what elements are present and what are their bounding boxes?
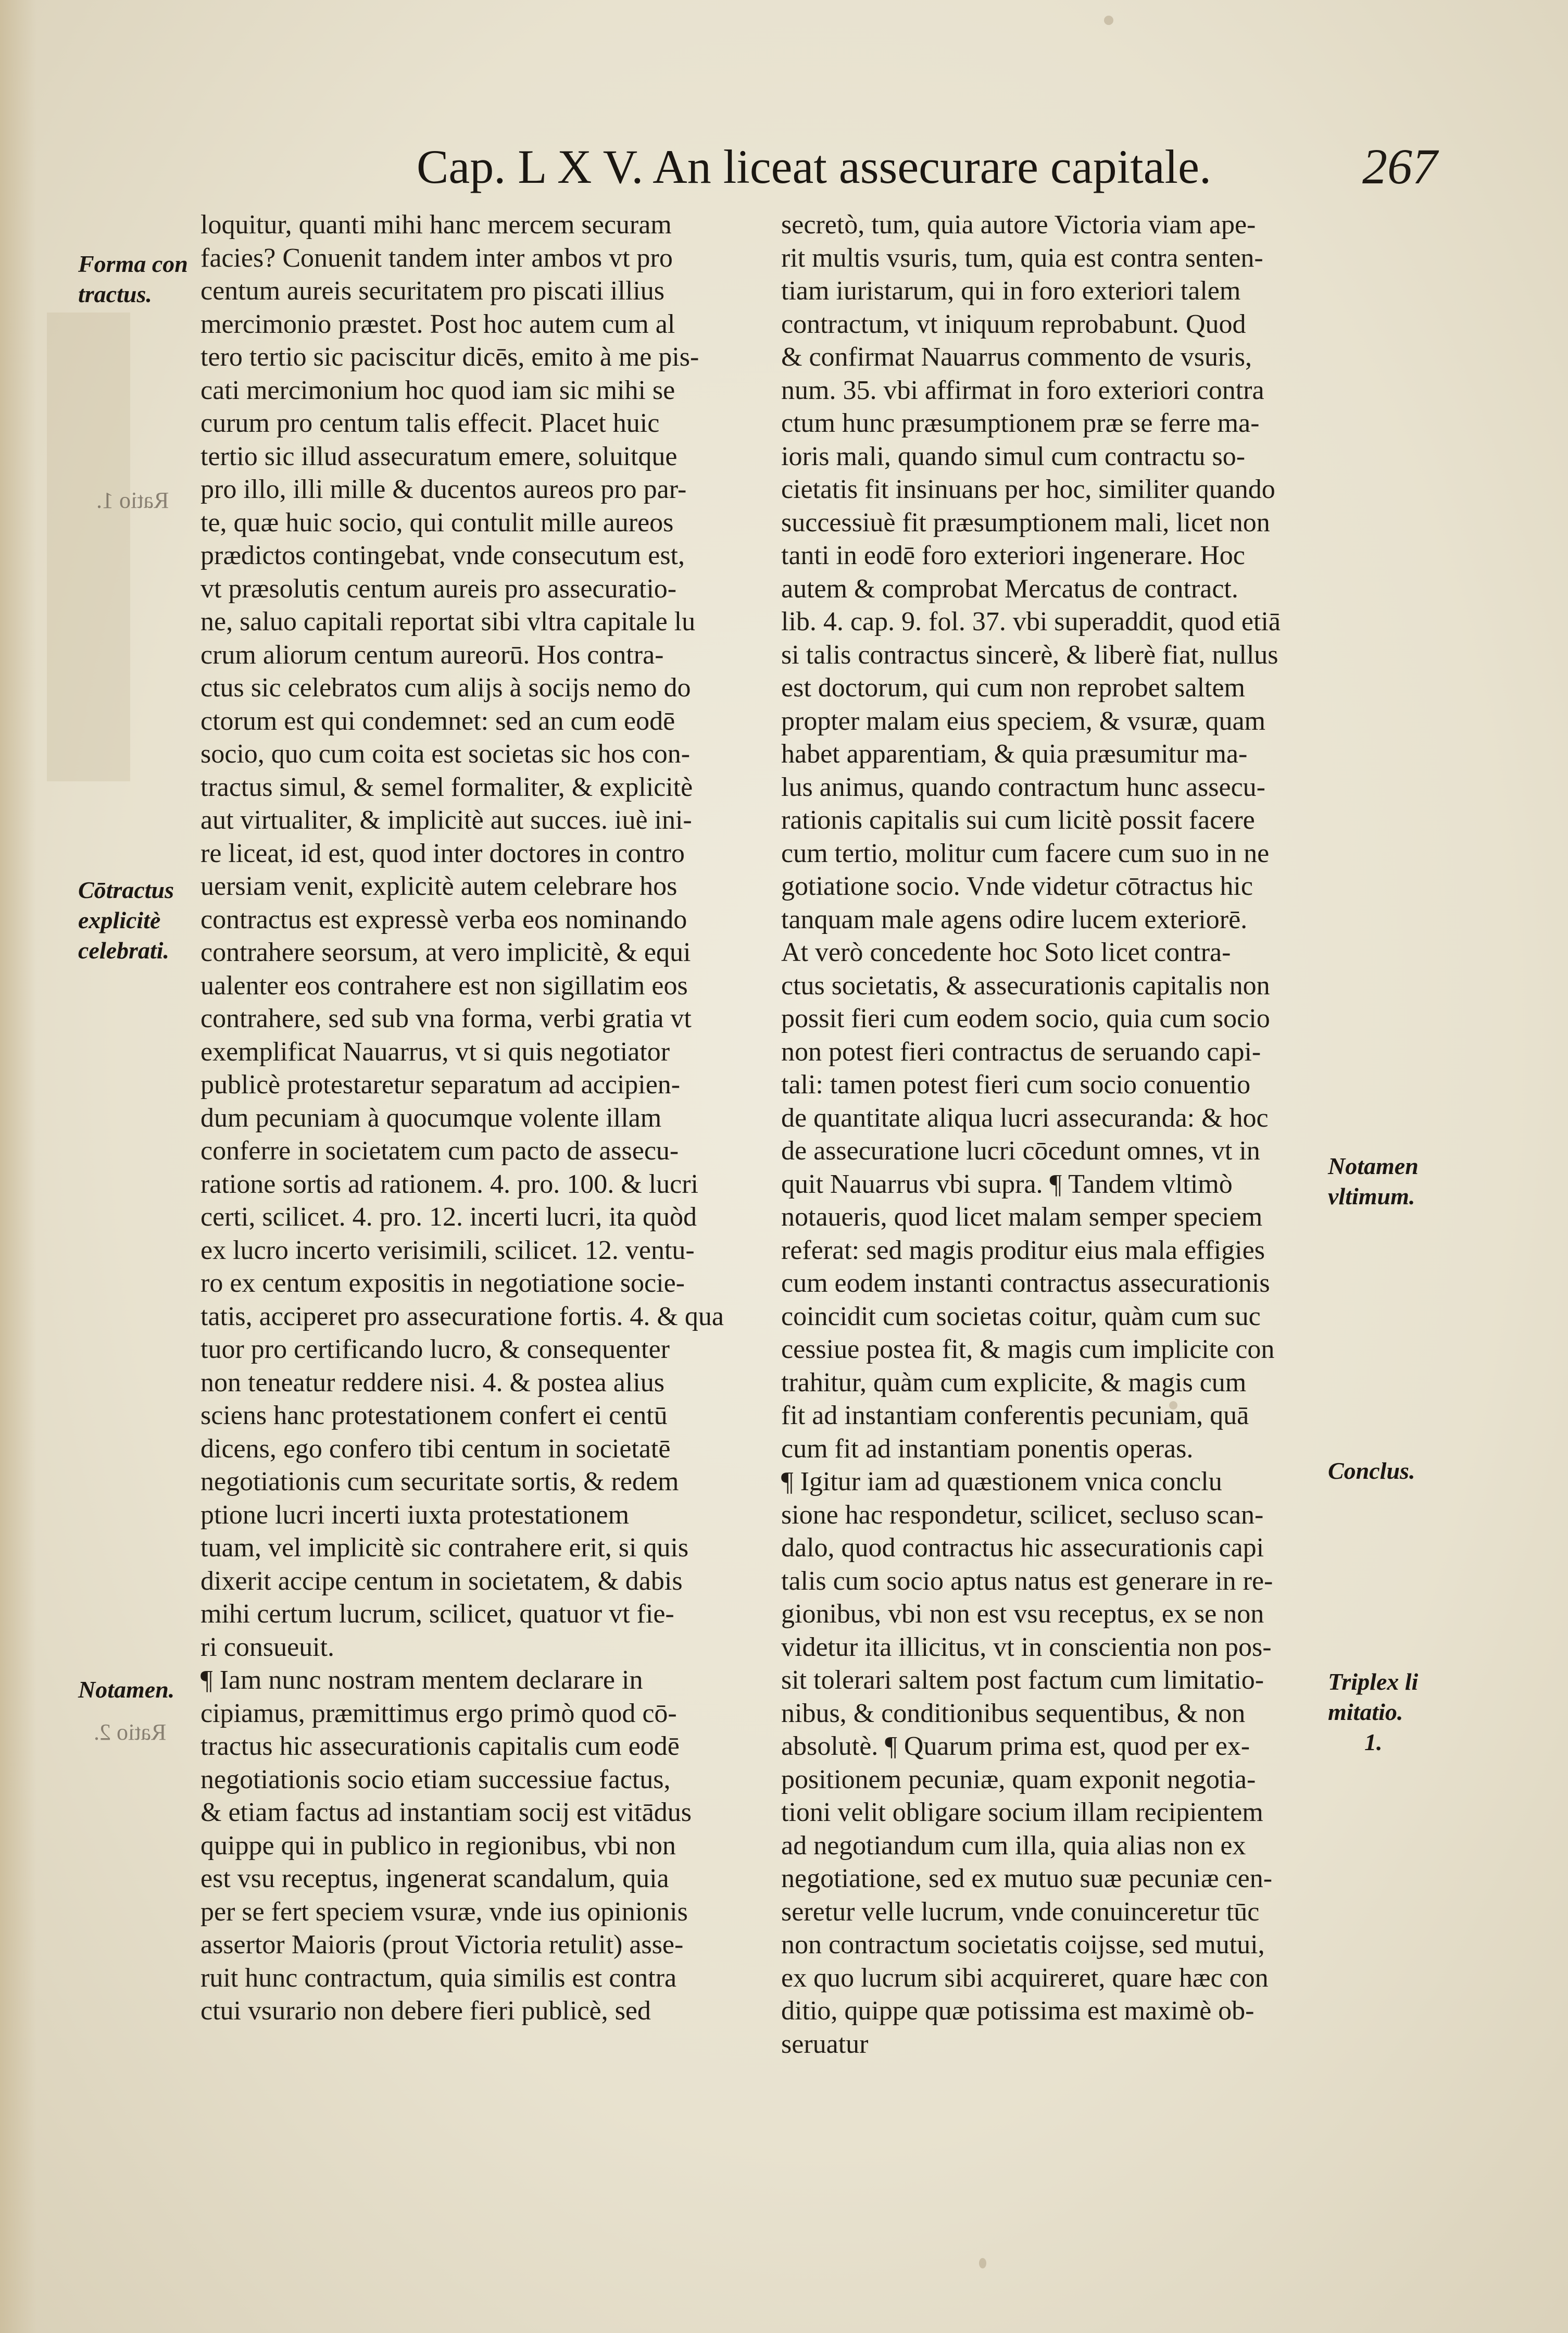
text-line: cum fit ad instantiam ponentis operas. [781, 1433, 1194, 1464]
text-line: seruatur [781, 2029, 869, 2059]
text-line: ¶ Igitur iam ad quæstionem vnica conclu [781, 1467, 1222, 1496]
text-line: trahitur, quàm cum explicite, & magis cum [781, 1367, 1247, 1398]
text-line: ruit hunc contractum, quia similis est contra [200, 1963, 677, 1993]
text-line: re liceat, id est, quod inter doctores in contro [200, 838, 685, 868]
text-line: non potest fieri contractus de seruando capi- [781, 1037, 1261, 1067]
paper-stain [47, 313, 130, 781]
text-line: autem & comprobat Mercatus de contract. [781, 573, 1238, 604]
text-line: ratione sortis ad rationem. 4. pro. 100. & lucri [200, 1169, 699, 1199]
text-line: facies? Conuenit tandem inter ambos vt pro [200, 243, 673, 273]
text-line: cietatis fit insinuans per hoc, similiter quando [781, 475, 1275, 504]
text-line: de assecuratione lucri cōcedunt omnes, vt in [781, 1136, 1260, 1166]
text-line: non teneatur reddere nisi. 4. & postea alius [200, 1367, 664, 1398]
text-line: tractus simul, & semel formaliter, & explicitè [200, 772, 693, 802]
text-line: contractus est expressè verba eos nominando [200, 904, 687, 934]
margin-note-ratio-1: Ratio 1. [96, 488, 169, 513]
text-line: uersiam venit, explicitè autem celebrare hos [200, 871, 678, 901]
text-line: rit multis vsuris, tum, quia est contra senten- [781, 243, 1263, 273]
text-line: curum pro centum talis effecit. Placet huic [200, 408, 660, 438]
page-header [417, 130, 1458, 203]
text-line: vt præsolutis centum aureis pro assecuratio- [200, 573, 677, 604]
text-line: secretò, tum, quia autore Victoria viam ape- [781, 210, 1256, 240]
margin-note-triplex: Triplex li mitatio. 1. [1328, 1668, 1419, 1755]
text-line: ex quo lucrum sibi acquireret, quare hæc con [781, 1963, 1269, 1993]
text-line: tatis, acciperet pro assecuratione fortis. 4. & qua [200, 1301, 724, 1331]
text-line: cum eodem instanti contractus assecurationis [781, 1268, 1270, 1298]
text-line: ne, saluo capitali reportat sibi vltra capitale lu [200, 607, 696, 637]
text-line: ex lucro incerto verisimili, scilicet. 12. ventu- [200, 1235, 695, 1265]
text-line: ro ex centum expositis in negotiatione socie- [200, 1268, 685, 1298]
right-text-column [781, 208, 1318, 2061]
text-line: videtur ita illicitus, vt in conscientia non pos- [781, 1632, 1272, 1662]
text-line: habet apparentiam, & quia præsumitur ma- [781, 739, 1248, 769]
text-line: loquitur, quanti mihi hanc mercem securam [200, 210, 672, 240]
margin-note-ratio-2: Ratio 2. [94, 1719, 167, 1745]
text-line: mihi certum lucrum, scilicet, quatuor vt fie- [200, 1599, 674, 1629]
margin-note-forma: Forma con tractus. [78, 251, 188, 307]
page-edge-shadow [0, 0, 36, 2333]
text-line: crum aliorum centum aureorū. Hos contra- [200, 640, 664, 670]
text-line: tractus hic assecurationis capitalis cum eodē [200, 1731, 680, 1761]
text-line: dicens, ego confero tibi centum in societatē [200, 1433, 671, 1464]
text-line: & confirmat Nauarrus commento de vsuris, [781, 342, 1252, 372]
text-line: conferre in societatem cum pacto de assecu- [200, 1136, 679, 1166]
text-line: pro illo, illi mille & ducentos aureos pro par- [200, 475, 687, 504]
ink-blot [1104, 16, 1113, 25]
text-line: propter malam eius speciem, & vsuræ, quam [781, 706, 1266, 736]
text-line: possit fieri cum eodem socio, quia cum socio [781, 1004, 1270, 1033]
text-line: tero tertio sic paciscitur dicēs, emito à me pis- [200, 342, 699, 372]
text-line: gionibus, vbi non est vsu receptus, ex se non [781, 1599, 1264, 1629]
text-line: est vsu receptus, ingenerat scandalum, quia [200, 1864, 669, 1893]
text-line: dalo, quod contractus hic assecurationis capi [781, 1533, 1264, 1563]
text-line: ctui vsurario non debere fieri publicè, sed [200, 1996, 651, 2026]
left-text-column [200, 208, 742, 2028]
text-line: & etiam factus ad instantiam socij est vitādus [200, 1798, 692, 1827]
text-line: tioni velit obligare socium illam recipientem [781, 1798, 1263, 1827]
text-line: mercimonio præstet. Post hoc autem cum al [200, 309, 675, 339]
text-line: ctus sic celebratos cum alijs à socijs nemo do [200, 673, 691, 703]
text-line: tuam, vel implicitè sic contrahere erit, si quis [200, 1533, 689, 1563]
text-line: de quantitate aliqua lucri assecuranda: & hoc [781, 1103, 1269, 1133]
text-line: ad negotiandum cum illa, quia alias non ex [781, 1830, 1246, 1861]
text-line: tanquam male agens odire lucem exteriorē. [781, 904, 1248, 934]
ink-blot [979, 2258, 986, 2268]
text-line: seretur velle lucrum, vnde conuinceretur tūc [781, 1897, 1260, 1927]
text-line: sit tolerari saltem post factum cum limitatio- [781, 1665, 1264, 1695]
text-line: tertio sic illud assecuratum emere, soluitque [200, 441, 678, 471]
text-line: lus animus, quando contractum hunc assecu- [781, 772, 1265, 802]
text-line: tuor pro certificando lucro, & consequenter [200, 1334, 670, 1364]
text-line: num. 35. vbi affirmat in foro exteriori contra [781, 375, 1264, 405]
page-number: 267 [1362, 139, 1437, 194]
text-line: ctorum est qui condemnet: sed an cum eodē [200, 706, 675, 736]
text-line: assertor Maioris (prout Victoria retulit) asse- [200, 1930, 684, 1960]
margin-note-contractus: Cōtractus explicitè celebrati. [78, 877, 174, 964]
text-line: si talis contractus sincerè, & liberè fiat, nullus [781, 640, 1278, 670]
text-line: negotiatione, sed ex mutuo suæ pecuniæ cen- [781, 1864, 1273, 1893]
text-line: negotiationis socio etiam successiue factus, [200, 1764, 671, 1794]
text-line: dixerit accipe centum in societatem, & dabis [200, 1566, 683, 1596]
text-line: ri consueuit. [200, 1632, 335, 1662]
text-line: sciens hanc protestationem confert ei centū [200, 1401, 668, 1430]
text-line: successiuè fit præsumptionem mali, licet non [781, 507, 1270, 538]
text-line: publicè protestaretur separatum ad accipien- [200, 1070, 681, 1100]
text-line: gotiatione socio. Vnde videtur cōtractus hic [781, 871, 1253, 901]
text-line: tiam iuristarum, qui in foro exteriori talem [781, 276, 1241, 306]
text-line: centum aureis securitatem pro piscati illius [200, 276, 664, 306]
text-line: non contractum societatis coijsse, sed mutui, [781, 1930, 1265, 1960]
text-line: ualenter eos contrahere est non sigillatim eos [200, 970, 688, 1001]
text-line: quippe qui in publico in regionibus, vbi non [200, 1830, 676, 1861]
text-line: absolutè. ¶ Quarum prima est, quod per ex- [781, 1731, 1250, 1761]
text-line: dum pecuniam à quocumque volente illam [200, 1103, 662, 1133]
text-line: est doctorum, qui cum non reprobet saltem [781, 673, 1246, 703]
text-line: coincidit cum societas coitur, quàm cum suc [781, 1301, 1261, 1331]
text-line: nibus, & conditionibus sequentibus, & non [781, 1698, 1246, 1728]
text-line: cum tertio, molitur cum facere cum suo in ne [781, 838, 1270, 868]
text-line: certi, scilicet. 4. pro. 12. incerti lucri, ita quòd [200, 1202, 697, 1232]
chapter-title: Cap. L X V. An liceat assecurare capitale. [417, 140, 1211, 193]
margin-note-conclus: Conclus. [1328, 1457, 1415, 1484]
text-line: ctum hunc præsumptionem præ se ferre ma- [781, 408, 1260, 438]
text-line: tali: tamen potest fieri cum socio conuentio [781, 1070, 1251, 1100]
text-line: quit Nauarrus vbi supra. ¶ Tandem vltimò [781, 1169, 1233, 1199]
text-line: exemplificat Nauarrus, vt si quis negotiator [200, 1037, 670, 1067]
text-line: tanti in eodē foro exteriori ingenerare. Hoc [781, 541, 1245, 570]
text-line: per se fert speciem vsuræ, vnde ius opinionis [200, 1897, 688, 1927]
text-line: lib. 4. cap. 9. fol. 37. vbi superaddit, quod etiā [781, 607, 1281, 637]
text-line: contrahere, sed sub vna forma, verbi gratia vt [200, 1004, 692, 1033]
text-line: negotiationis cum securitate sortis, & redem [200, 1467, 679, 1496]
text-line: sione hac respondetur, scilicet, secluso scan- [781, 1500, 1264, 1530]
text-line: ditio, quippe quæ potissima est maximè ob- [781, 1996, 1255, 2026]
text-line: contractum, vt iniquum reprobabunt. Quod [781, 309, 1246, 339]
text-line: aut virtualiter, & implicitè aut succes. iuè ini- [200, 805, 692, 835]
text-line: te, quæ huic socio, qui contulit mille aureos [200, 507, 674, 538]
text-line: ¶ Iam nunc nostram mentem declarare in [200, 1665, 643, 1695]
text-line: contrahere seorsum, at vero implicitè, & equi [200, 938, 691, 967]
text-line: ctus societatis, & assecurationis capitalis non [781, 970, 1270, 1001]
text-line: fit ad instantiam conferentis pecuniam, quā [781, 1401, 1249, 1430]
text-line: notaueris, quod licet malam semper speciem [781, 1202, 1263, 1232]
text-line: ptione lucri incerti iuxta protestationem [200, 1500, 630, 1530]
text-line: rationis capitalis sui cum licitè possit facere [781, 805, 1255, 835]
text-line: socio, quo cum coita est societas sic hos con- [200, 739, 691, 769]
text-line: referat: sed magis proditur eius mala effigies [781, 1235, 1265, 1265]
text-line: cessiue postea fit, & magis cum implicite con [781, 1334, 1275, 1364]
text-line: cipiamus, præmittimus ergo primò quod cō- [200, 1698, 677, 1728]
margin-note-notamen: Notamen. [78, 1676, 175, 1703]
text-line: ioris mali, quando simul cum contractu so- [781, 441, 1246, 471]
text-line: talis cum socio aptus natus est generare in re- [781, 1566, 1273, 1596]
margin-note-notamen-ultimum: Notamen vltimum. [1328, 1153, 1419, 1209]
text-line: prædictos contingebat, vnde consecutum est, [200, 541, 685, 570]
text-line: cati mercimonium hoc quod iam sic mihi se [200, 375, 675, 405]
text-line: At verò concedente hoc Soto licet contra- [781, 938, 1231, 967]
text-line: positionem pecuniæ, quam exponit negotia- [781, 1764, 1256, 1794]
